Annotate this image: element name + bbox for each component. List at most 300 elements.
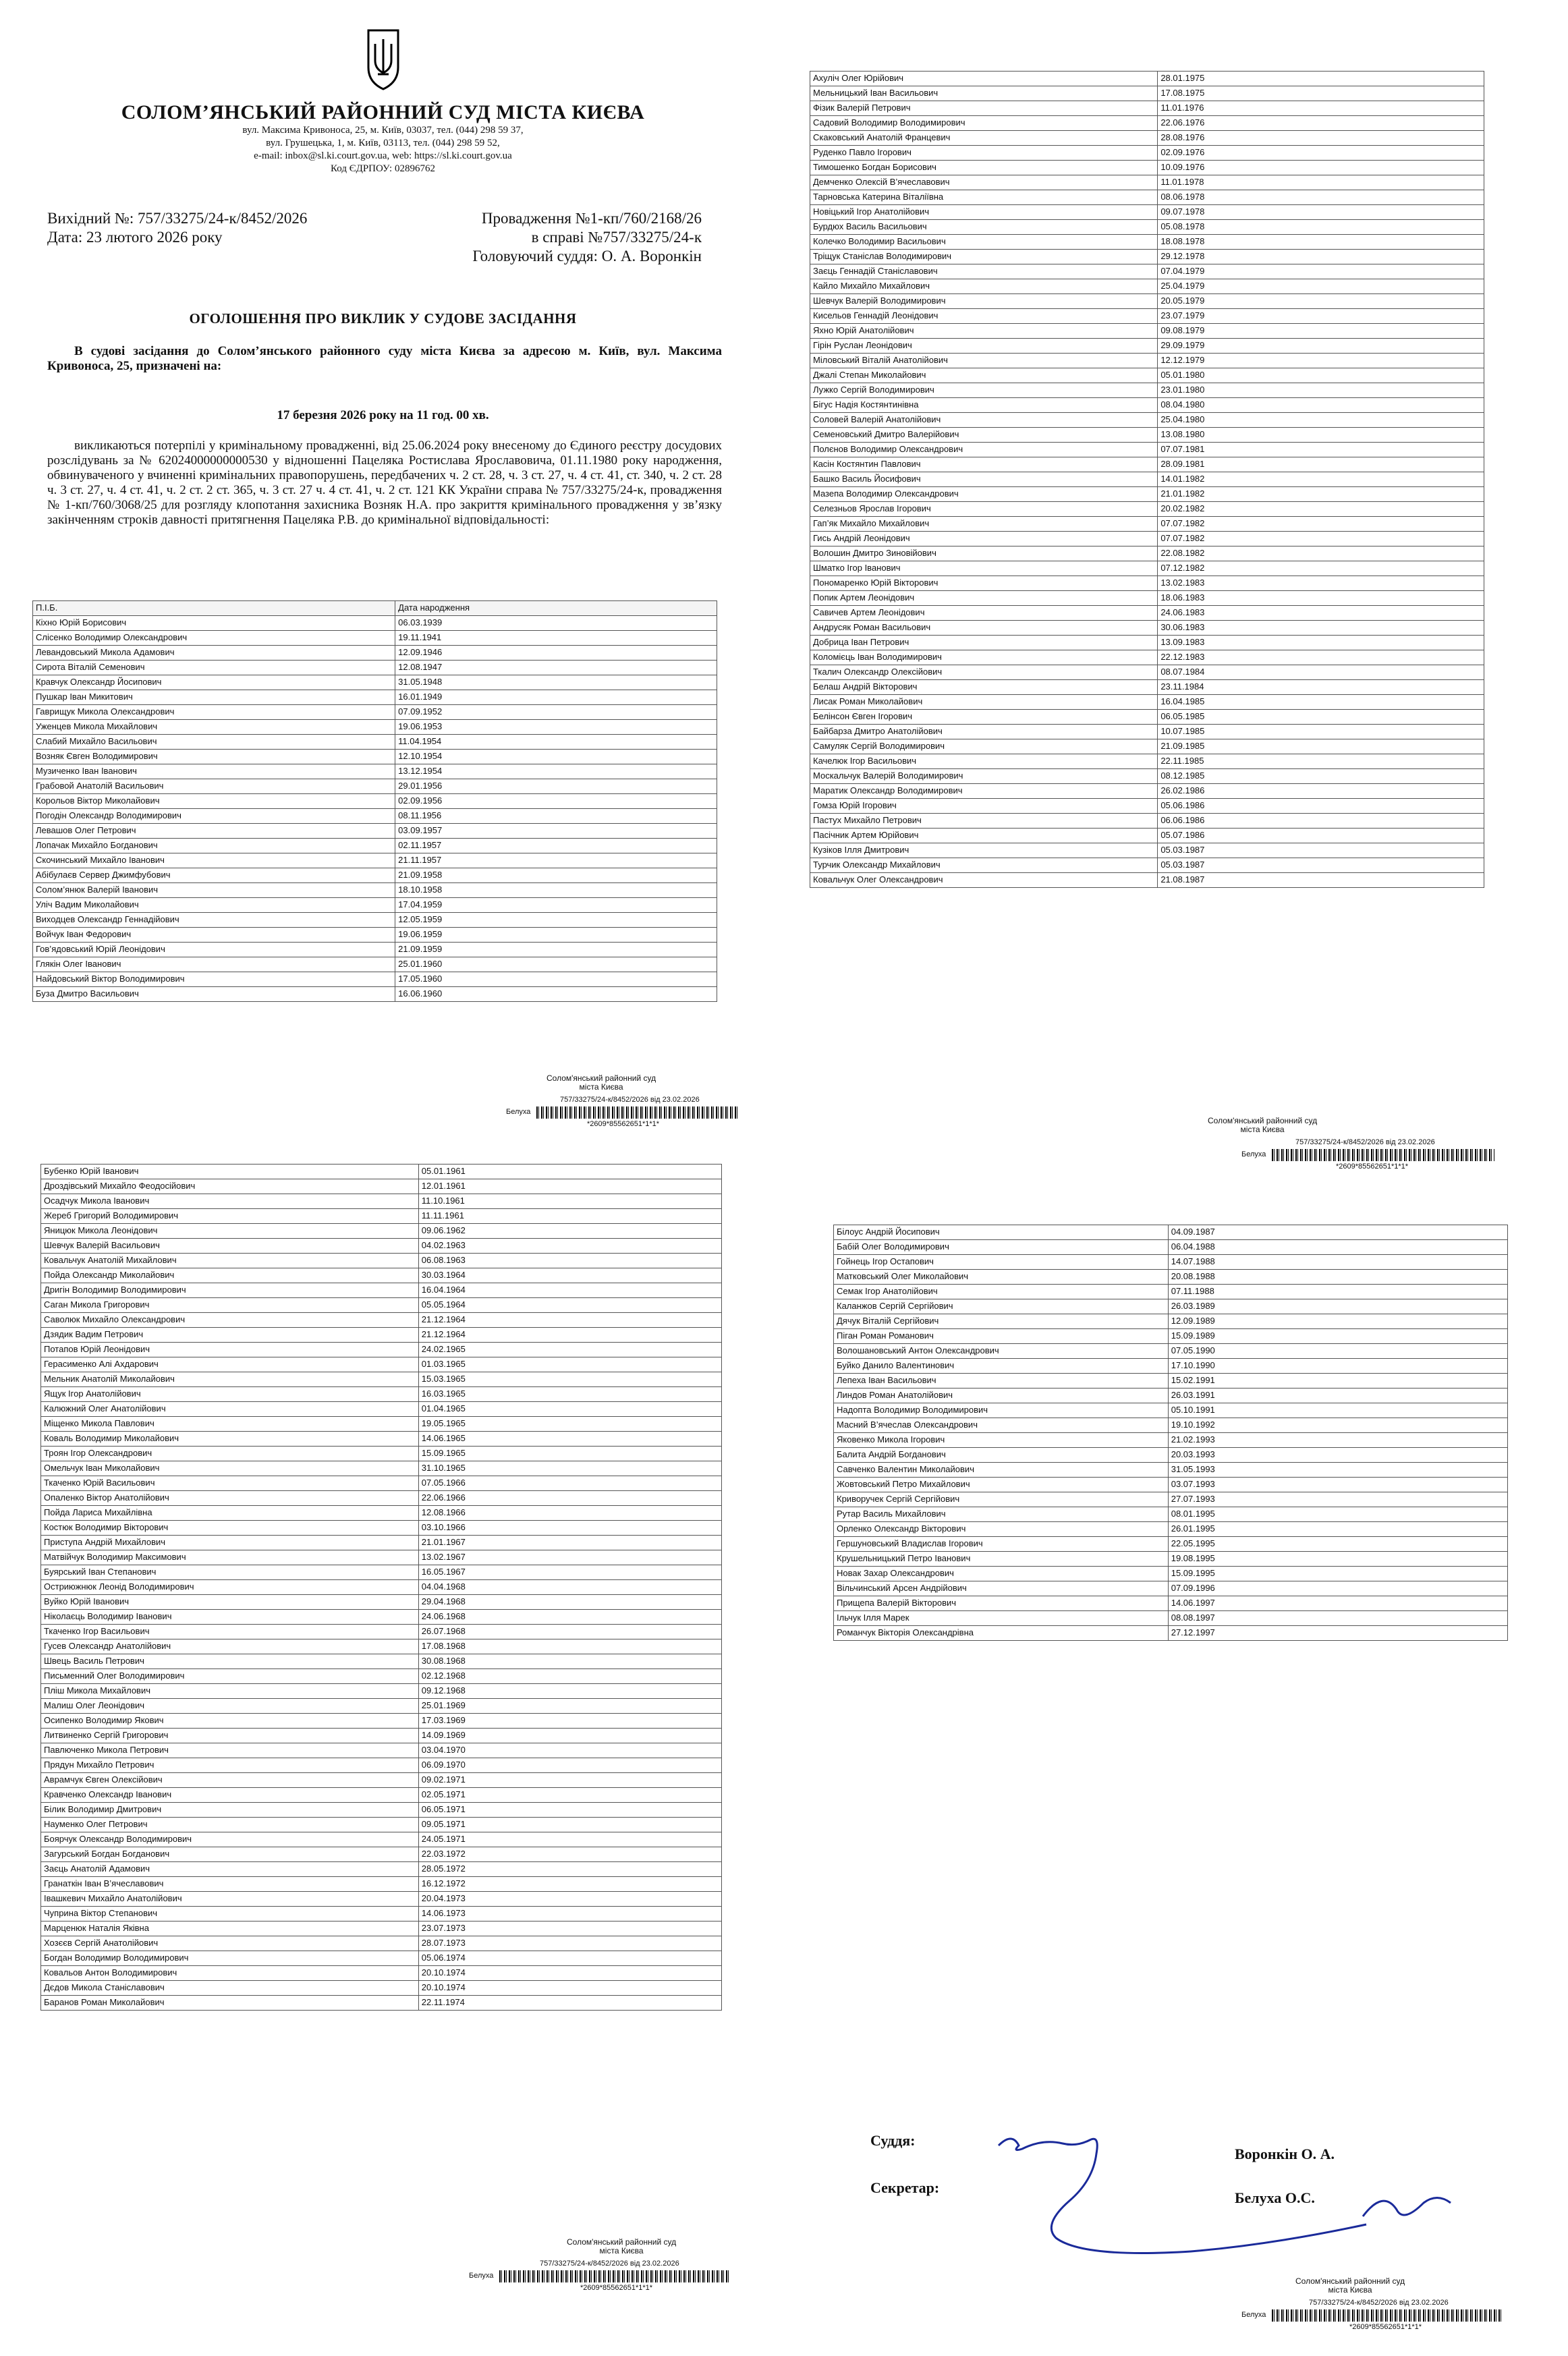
table-row <box>810 161 1484 175</box>
person-name: Кисельов Геннадій Леонідович <box>810 309 1158 324</box>
person-name: Прядун Михайло Петрович <box>41 1758 419 1773</box>
person-name: Міловський Віталій Анатолійович <box>810 354 1158 368</box>
date-of-birth: 07.07.1981 <box>1158 443 1484 457</box>
table-row <box>810 680 1484 695</box>
table-row <box>33 943 717 957</box>
person-name: Байбарза Дмитро Анатолійович <box>810 725 1158 739</box>
date-of-birth: 21.12.1964 <box>418 1313 721 1328</box>
stamp-line-2: міста Києва <box>599 2246 644 2255</box>
table-row <box>41 1892 722 1907</box>
table-row <box>834 1255 1508 1270</box>
date-of-birth: 06.08.1963 <box>418 1254 721 1268</box>
date-of-birth: 20.05.1979 <box>1158 294 1484 309</box>
date-of-birth: 03.04.1970 <box>418 1743 721 1758</box>
secretary-mark: Белуха <box>469 2272 494 2280</box>
person-name: Демченко Олексій В’ячеславович <box>810 175 1158 190</box>
date-of-birth: 24.06.1968 <box>418 1610 721 1625</box>
table-row <box>41 1981 722 1996</box>
date-of-birth: 16.04.1964 <box>418 1283 721 1298</box>
table-row <box>41 1922 722 1936</box>
person-name: Белінсон Євген Ігорович <box>810 710 1158 725</box>
person-name: Осадчук Микола Іванович <box>41 1194 419 1209</box>
person-name: Ніколаєць Володимир Іванович <box>41 1610 419 1625</box>
table-row <box>41 1907 722 1922</box>
table-row <box>41 1313 722 1328</box>
person-name: Фізик Валерій Петрович <box>810 101 1158 116</box>
table-row <box>834 1507 1508 1522</box>
table-row <box>33 735 717 750</box>
person-name: Москальчук Валерій Володимирович <box>810 769 1158 784</box>
court-stamp <box>567 2238 676 2255</box>
table-row <box>834 1478 1508 1492</box>
person-name: Малиш Олег Леонідович <box>41 1699 419 1714</box>
table-row <box>41 1773 722 1788</box>
table-row <box>41 1372 722 1387</box>
table-row <box>810 86 1484 101</box>
date-of-birth: 21.01.1967 <box>418 1536 721 1550</box>
person-name: Пономаренко Юрій Вікторович <box>810 576 1158 591</box>
date-of-birth: 19.08.1995 <box>1168 1552 1507 1567</box>
date-of-birth: 24.06.1983 <box>1158 606 1484 621</box>
person-name: Швець Василь Петрович <box>41 1654 419 1669</box>
table-row <box>810 769 1484 784</box>
table-row <box>810 546 1484 561</box>
date-of-birth: 20.08.1988 <box>1168 1270 1507 1285</box>
date-of-birth: 05.07.1986 <box>1158 829 1484 843</box>
person-name: Тимошенко Богдан Борисович <box>810 161 1158 175</box>
date-of-birth: 17.10.1990 <box>1168 1359 1507 1374</box>
table-row <box>41 1447 722 1461</box>
person-name: Уженцев Микола Михайлович <box>33 720 395 735</box>
person-name: Турчик Олександр Михайлович <box>810 858 1158 873</box>
coat-of-arms-icon <box>363 27 403 91</box>
notice-body: викликаються потерпілі у кримінальному провадженні, від 25.06.2024 року внесеному до Єдиного реєстру досудових розслідувань за № 62024000000000530 у відношенні Пацеляка Ростислава Ярославовича, 01.11.1980 року народження, обвинуваченого у вчиненні кримінальних правопорушень, передбачених ч. 2 ст. 28, ч. 3 ст. 27, ч. 4 ст. 41, ст. 340, ч. 2 ст. 28 ч. 3 ст. 27, ч. 4 ст. 41, ч. 2 ст. 2 ст. 365, ч. 3 ст. 27 ч. 4 ст. 41, ч. 2 ст. 121 КК України справа № 757/33275/24-к, провадження № 1-кп/760/3068/25 для розгляду клопотання захисника Возняк Н.А. про закриття кримінального провадження у зв’язку закінченням строків давності притягнення Пацеляка Р.В. до кримінальної відповідальності: <box>47 439 722 527</box>
table-row <box>41 1521 722 1536</box>
stamp-ref: 757/33275/24-к/8452/2026 від 23.02.2026 <box>560 1096 700 1104</box>
person-name: Возняк Євген Володимирович <box>33 750 395 764</box>
person-name: Жереб Григорий Володимирович <box>41 1209 419 1224</box>
person-name: Дригін Володимир Володимирович <box>41 1283 419 1298</box>
person-name: Приступа Андрій Михайлович <box>41 1536 419 1550</box>
date-of-birth: 05.06.1986 <box>1158 799 1484 814</box>
court-address-2: вул. Грушецька, 1, м. Київ, 03113, тел. (044) 298 59 52, <box>266 138 500 148</box>
person-name: Івашкевич Михайло Анатолійович <box>41 1892 419 1907</box>
date-of-birth: 12.08.1947 <box>395 661 717 675</box>
victims-table-3 <box>40 1164 722 2011</box>
date-of-birth: 06.05.1985 <box>1158 710 1484 725</box>
table-row <box>810 487 1484 502</box>
person-name: Погодін Олександр Володимирович <box>33 809 395 824</box>
barcode <box>1272 2309 1501 2322</box>
person-name: Ахуліч Олег Юрійович <box>810 72 1158 86</box>
victims-table-1 <box>32 600 717 1002</box>
table-row <box>810 190 1484 205</box>
date-of-birth: 22.08.1982 <box>1158 546 1484 561</box>
person-name: Дзядик Вадим Петрович <box>41 1328 419 1343</box>
table-row <box>834 1344 1508 1359</box>
date-of-birth: 25.01.1969 <box>418 1699 721 1714</box>
date-of-birth: 21.08.1987 <box>1158 873 1484 888</box>
court-stamp <box>547 1074 656 1092</box>
person-name: Прищепа Валерій Вікторович <box>834 1596 1169 1611</box>
table-row <box>41 1565 722 1580</box>
date-of-birth: 08.01.1995 <box>1168 1507 1507 1522</box>
date-of-birth: 07.11.1988 <box>1168 1285 1507 1299</box>
person-name: Соловей Валерій Анатолійович <box>810 413 1158 428</box>
date-of-birth: 25.04.1980 <box>1158 413 1484 428</box>
date-of-birth: 23.07.1973 <box>418 1922 721 1936</box>
person-name: Руденко Павло Ігорович <box>810 146 1158 161</box>
table-row <box>41 1610 722 1625</box>
person-name: Бігус Надія Костянтинівна <box>810 398 1158 413</box>
table-row <box>33 913 717 928</box>
date-of-birth: 11.04.1954 <box>395 735 717 750</box>
date-of-birth: 21.11.1957 <box>395 853 717 868</box>
table-row <box>41 1951 722 1966</box>
person-name: Марценюк Наталія Яківна <box>41 1922 419 1936</box>
date-of-birth: 06.06.1986 <box>1158 814 1484 829</box>
person-name: Пушкар Іван Микитович <box>33 690 395 705</box>
date-of-birth: 15.03.1965 <box>418 1372 721 1387</box>
table-row <box>834 1626 1508 1641</box>
date-of-birth: 07.07.1982 <box>1158 517 1484 532</box>
table-row <box>33 839 717 853</box>
court-address-1: вул. Максима Кривоноса, 25, м. Київ, 03037, тел. (044) 298 59 37, <box>242 125 524 136</box>
date-of-birth: 31.05.1993 <box>1168 1463 1507 1478</box>
table-row <box>834 1552 1508 1567</box>
person-name: Скочинський Михайло Іванович <box>33 853 395 868</box>
date-of-birth: 17.04.1959 <box>395 898 717 913</box>
person-name: Заєць Геннадій Станіславович <box>810 264 1158 279</box>
table-row <box>834 1463 1508 1478</box>
table-row <box>41 1625 722 1639</box>
table-row <box>33 720 717 735</box>
date-of-birth: 05.10.1991 <box>1168 1403 1507 1418</box>
person-name: Гись Андрій Леонідович <box>810 532 1158 546</box>
table-row <box>810 131 1484 146</box>
date-of-birth: 16.04.1985 <box>1158 695 1484 710</box>
person-name: Крушельницький Петро Іванович <box>834 1552 1169 1567</box>
date-of-birth: 06.09.1970 <box>418 1758 721 1773</box>
table-row <box>810 294 1484 309</box>
table-row <box>41 1996 722 2011</box>
table-row <box>810 725 1484 739</box>
date-of-birth: 08.11.1956 <box>395 809 717 824</box>
date-of-birth: 30.03.1964 <box>418 1268 721 1283</box>
court-email: e-mail: inbox@sl.ki.court.gov.ua, web: https://sl.ki.court.gov.ua <box>254 150 512 161</box>
table-row <box>834 1522 1508 1537</box>
person-name: Ковальов Антон Володимирович <box>41 1966 419 1981</box>
table-row <box>834 1418 1508 1433</box>
person-name: Литвиненко Сергій Григорович <box>41 1729 419 1743</box>
table-row <box>41 1506 722 1521</box>
person-name: Семак Ігор Анатолійович <box>834 1285 1169 1299</box>
date-of-birth: 26.07.1968 <box>418 1625 721 1639</box>
date-of-birth: 11.01.1976 <box>1158 101 1484 116</box>
date-of-birth: 16.05.1967 <box>418 1565 721 1580</box>
person-name: Білоус Андрій Йосипович <box>834 1225 1169 1240</box>
date-of-birth: 05.05.1964 <box>418 1298 721 1313</box>
barcode <box>536 1106 739 1119</box>
table-row <box>41 1595 722 1610</box>
date-of-birth: 04.09.1987 <box>1168 1225 1507 1240</box>
barcode-text: *2609*85562651*1*1* <box>1336 1162 1409 1171</box>
date-of-birth: 22.03.1972 <box>418 1847 721 1862</box>
stamp-ref: 757/33275/24-к/8452/2026 від 23.02.2026 <box>540 2260 679 2268</box>
stamp-ref: 757/33275/24-к/8452/2026 від 23.02.2026 <box>1295 1138 1435 1146</box>
court-header <box>20 27 746 175</box>
date-of-birth: 18.10.1958 <box>395 883 717 898</box>
table-row <box>41 1328 722 1343</box>
date-of-birth: 12.09.1946 <box>395 646 717 661</box>
table-row <box>41 1283 722 1298</box>
table-row <box>834 1240 1508 1255</box>
person-name: Дроздівський Михайло Феодосійович <box>41 1179 419 1194</box>
person-name: Яхно Юрій Анатолійович <box>810 324 1158 339</box>
date-of-birth: 21.02.1993 <box>1168 1433 1507 1448</box>
person-name: Мельницький Іван Васильович <box>810 86 1158 101</box>
date-of-birth: 12.01.1961 <box>418 1179 721 1194</box>
table-row <box>33 675 717 690</box>
table-row <box>810 339 1484 354</box>
date-of-birth: 06.03.1939 <box>395 616 717 631</box>
person-name: Гов’ядовський Юрій Леонідович <box>33 943 395 957</box>
date-of-birth: 14.06.1997 <box>1168 1596 1507 1611</box>
table-row <box>41 1699 722 1714</box>
table-row <box>834 1314 1508 1329</box>
outgoing-number: Вихідний №: 757/33275/24-к/8452/2026 <box>47 210 308 227</box>
person-name: Шматко Ігор Іванович <box>810 561 1158 576</box>
person-name: Буйко Данило Валентинович <box>834 1359 1169 1374</box>
person-name: Боярчук Олександр Володимирович <box>41 1832 419 1847</box>
person-name: Слісенко Володимир Олександрович <box>33 631 395 646</box>
person-name: Волошин Дмитро Зиновійович <box>810 546 1158 561</box>
date-of-birth: 09.08.1979 <box>1158 324 1484 339</box>
table-row <box>41 1729 722 1743</box>
court-edrpou: Код ЄДРПОУ: 02896762 <box>331 163 435 174</box>
person-name: Остриюжнюк Леонід Володимирович <box>41 1580 419 1595</box>
proceeding-number: Провадження №1-кп/760/2168/26 <box>481 210 702 227</box>
person-name: Піган Роман Романович <box>834 1329 1169 1344</box>
date-of-birth: 05.03.1987 <box>1158 858 1484 873</box>
date-of-birth: 22.11.1974 <box>418 1996 721 2011</box>
table-row <box>41 1432 722 1447</box>
date-of-birth: 26.03.1989 <box>1168 1299 1507 1314</box>
date-of-birth: 14.09.1969 <box>418 1729 721 1743</box>
date-of-birth: 09.06.1962 <box>418 1224 721 1239</box>
table-row <box>41 1758 722 1773</box>
person-name: Дячук Віталій Сергійович <box>834 1314 1169 1329</box>
table-row <box>810 591 1484 606</box>
person-name: Пойда Олександр Миколайович <box>41 1268 419 1283</box>
secretary-mark: Белуха <box>1241 1150 1266 1158</box>
date-of-birth: 01.04.1965 <box>418 1402 721 1417</box>
person-name: Хозєєв Сергій Анатолійович <box>41 1936 419 1951</box>
table-row <box>810 368 1484 383</box>
table-row <box>810 561 1484 576</box>
date-of-birth: 09.05.1971 <box>418 1818 721 1832</box>
table-row <box>33 957 717 972</box>
person-name: Касін Костянтин Павлович <box>810 457 1158 472</box>
person-name: Матвійчук Володимир Максимович <box>41 1550 419 1565</box>
person-name: Башко Василь Йосифович <box>810 472 1158 487</box>
table-row <box>810 621 1484 636</box>
date-of-birth: 21.12.1964 <box>418 1328 721 1343</box>
person-name: Виходцев Олександр Геннадійович <box>33 913 395 928</box>
table-row <box>810 101 1484 116</box>
table-row <box>33 972 717 987</box>
secretary-label: Секретар: <box>870 2179 940 2196</box>
table-row <box>41 1179 722 1194</box>
stamp-line-1: Солом'янський районний суд <box>547 1073 656 1083</box>
date-of-birth: 24.05.1971 <box>418 1832 721 1847</box>
table-row <box>41 1877 722 1892</box>
date-of-birth: 29.12.1978 <box>1158 250 1484 264</box>
outgoing-date: Дата: 23 лютого 2026 року <box>47 229 223 246</box>
person-name: Корольов Віктор Миколайович <box>33 794 395 809</box>
table-row <box>41 1387 722 1402</box>
column-dob: Дата народження <box>395 601 717 616</box>
table-row <box>810 279 1484 294</box>
date-of-birth: 01.03.1965 <box>418 1357 721 1372</box>
date-of-birth: 21.09.1959 <box>395 943 717 957</box>
table-row <box>810 443 1484 457</box>
case-block <box>472 209 702 266</box>
table-row <box>810 324 1484 339</box>
table-row <box>41 1224 722 1239</box>
date-of-birth: 15.02.1991 <box>1168 1374 1507 1389</box>
date-of-birth: 18.06.1983 <box>1158 591 1484 606</box>
date-of-birth: 14.06.1965 <box>418 1432 721 1447</box>
person-name: Левашов Олег Петрович <box>33 824 395 839</box>
person-name: Скаковський Анатолій Францевич <box>810 131 1158 146</box>
person-name: Глякін Олег Іванович <box>33 957 395 972</box>
secretary-mark: Белуха <box>1241 2311 1266 2319</box>
table-row <box>834 1225 1508 1240</box>
table-row <box>810 472 1484 487</box>
table-row <box>834 1492 1508 1507</box>
table-row <box>41 1714 722 1729</box>
table-row <box>810 72 1484 86</box>
date-of-birth: 19.06.1953 <box>395 720 717 735</box>
table-row <box>810 710 1484 725</box>
table-row <box>810 517 1484 532</box>
date-of-birth: 08.06.1978 <box>1158 190 1484 205</box>
person-name: Слабий Михайло Васильович <box>33 735 395 750</box>
table-row <box>810 814 1484 829</box>
table-row <box>810 413 1484 428</box>
person-name: Качелюк Ігор Васильович <box>810 754 1158 769</box>
date-of-birth: 14.06.1973 <box>418 1907 721 1922</box>
person-name: Новіцький Ігор Анатолійович <box>810 205 1158 220</box>
table-row <box>834 1403 1508 1418</box>
date-of-birth: 07.04.1979 <box>1158 264 1484 279</box>
date-of-birth: 26.03.1991 <box>1168 1389 1507 1403</box>
date-of-birth: 25.01.1960 <box>395 957 717 972</box>
person-name: Кравченко Олександр Іванович <box>41 1788 419 1803</box>
person-name: Гомза Юрій Ігорович <box>810 799 1158 814</box>
date-of-birth: 15.09.1965 <box>418 1447 721 1461</box>
person-name: Гап’як Михайло Михайлович <box>810 517 1158 532</box>
person-name: Опаленко Віктор Анатолійович <box>41 1491 419 1506</box>
date-of-birth: 09.07.1978 <box>1158 205 1484 220</box>
person-name: Балита Андрій Богданович <box>834 1448 1169 1463</box>
person-name: Ткалич Олександр Олексійович <box>810 665 1158 680</box>
table-row <box>41 1491 722 1506</box>
table-row <box>33 794 717 809</box>
person-name: Полєнов Володимир Олександрович <box>810 443 1158 457</box>
table-row <box>41 1536 722 1550</box>
table-row <box>33 853 717 868</box>
person-name: Шевчук Валерій Васильович <box>41 1239 419 1254</box>
date-of-birth: 15.09.1989 <box>1168 1329 1507 1344</box>
person-name: Новак Захар Олександрович <box>834 1567 1169 1581</box>
table-row <box>810 398 1484 413</box>
date-of-birth: 26.02.1986 <box>1158 784 1484 799</box>
page-3 <box>27 1150 756 2311</box>
date-of-birth: 20.04.1973 <box>418 1892 721 1907</box>
date-of-birth: 30.08.1968 <box>418 1654 721 1669</box>
date-of-birth: 04.02.1963 <box>418 1239 721 1254</box>
person-name: Міщенко Микола Павлович <box>41 1417 419 1432</box>
person-name: Маратик Олександр Володимирович <box>810 784 1158 799</box>
date-of-birth: 19.10.1992 <box>1168 1418 1507 1433</box>
table-row <box>810 146 1484 161</box>
date-of-birth: 24.02.1965 <box>418 1343 721 1357</box>
person-name: Лисак Роман Миколайович <box>810 695 1158 710</box>
table-row <box>810 116 1484 131</box>
person-name: Богдан Володимир Володимирович <box>41 1951 419 1966</box>
date-of-birth: 09.12.1968 <box>418 1684 721 1699</box>
date-of-birth: 04.04.1968 <box>418 1580 721 1595</box>
date-of-birth: 25.04.1979 <box>1158 279 1484 294</box>
table-row <box>41 1461 722 1476</box>
person-name: Павлюченко Микола Петрович <box>41 1743 419 1758</box>
table-row <box>834 1285 1508 1299</box>
date-of-birth: 12.08.1966 <box>418 1506 721 1521</box>
presiding-judge: Головуючий суддя: О. А. Воронкін <box>472 248 702 264</box>
table-row <box>41 1684 722 1699</box>
date-of-birth: 08.04.1980 <box>1158 398 1484 413</box>
person-name: Білик Володимир Дмитрович <box>41 1803 419 1818</box>
table-row <box>41 1743 722 1758</box>
person-name: Тарновська Катерина Віталіївна <box>810 190 1158 205</box>
person-name: Андрусяк Роман Васильович <box>810 621 1158 636</box>
date-of-birth: 11.01.1978 <box>1158 175 1484 190</box>
table-row <box>33 750 717 764</box>
table-row <box>834 1537 1508 1552</box>
date-of-birth: 05.01.1980 <box>1158 368 1484 383</box>
barcode <box>1272 1149 1494 1161</box>
person-name: Осипенко Володимир Якович <box>41 1714 419 1729</box>
person-name: Бурдюх Василь Васильович <box>810 220 1158 235</box>
date-of-birth: 02.11.1957 <box>395 839 717 853</box>
date-of-birth: 08.07.1984 <box>1158 665 1484 680</box>
table-row <box>41 1165 722 1179</box>
person-name: Кіхно Юрій Борисович <box>33 616 395 631</box>
table-row <box>834 1389 1508 1403</box>
date-of-birth: 26.01.1995 <box>1168 1522 1507 1537</box>
table-row <box>41 1803 722 1818</box>
date-of-birth: 19.06.1959 <box>395 928 717 943</box>
date-of-birth: 03.10.1966 <box>418 1521 721 1536</box>
person-name: Гойнець Ігор Остапович <box>834 1255 1169 1270</box>
table-row <box>834 1448 1508 1463</box>
person-name: Кравчук Олександр Йосипович <box>33 675 395 690</box>
date-of-birth: 23.07.1979 <box>1158 309 1484 324</box>
person-name: Шевчук Валерій Володимирович <box>810 294 1158 309</box>
date-of-birth: 06.05.1971 <box>418 1803 721 1818</box>
